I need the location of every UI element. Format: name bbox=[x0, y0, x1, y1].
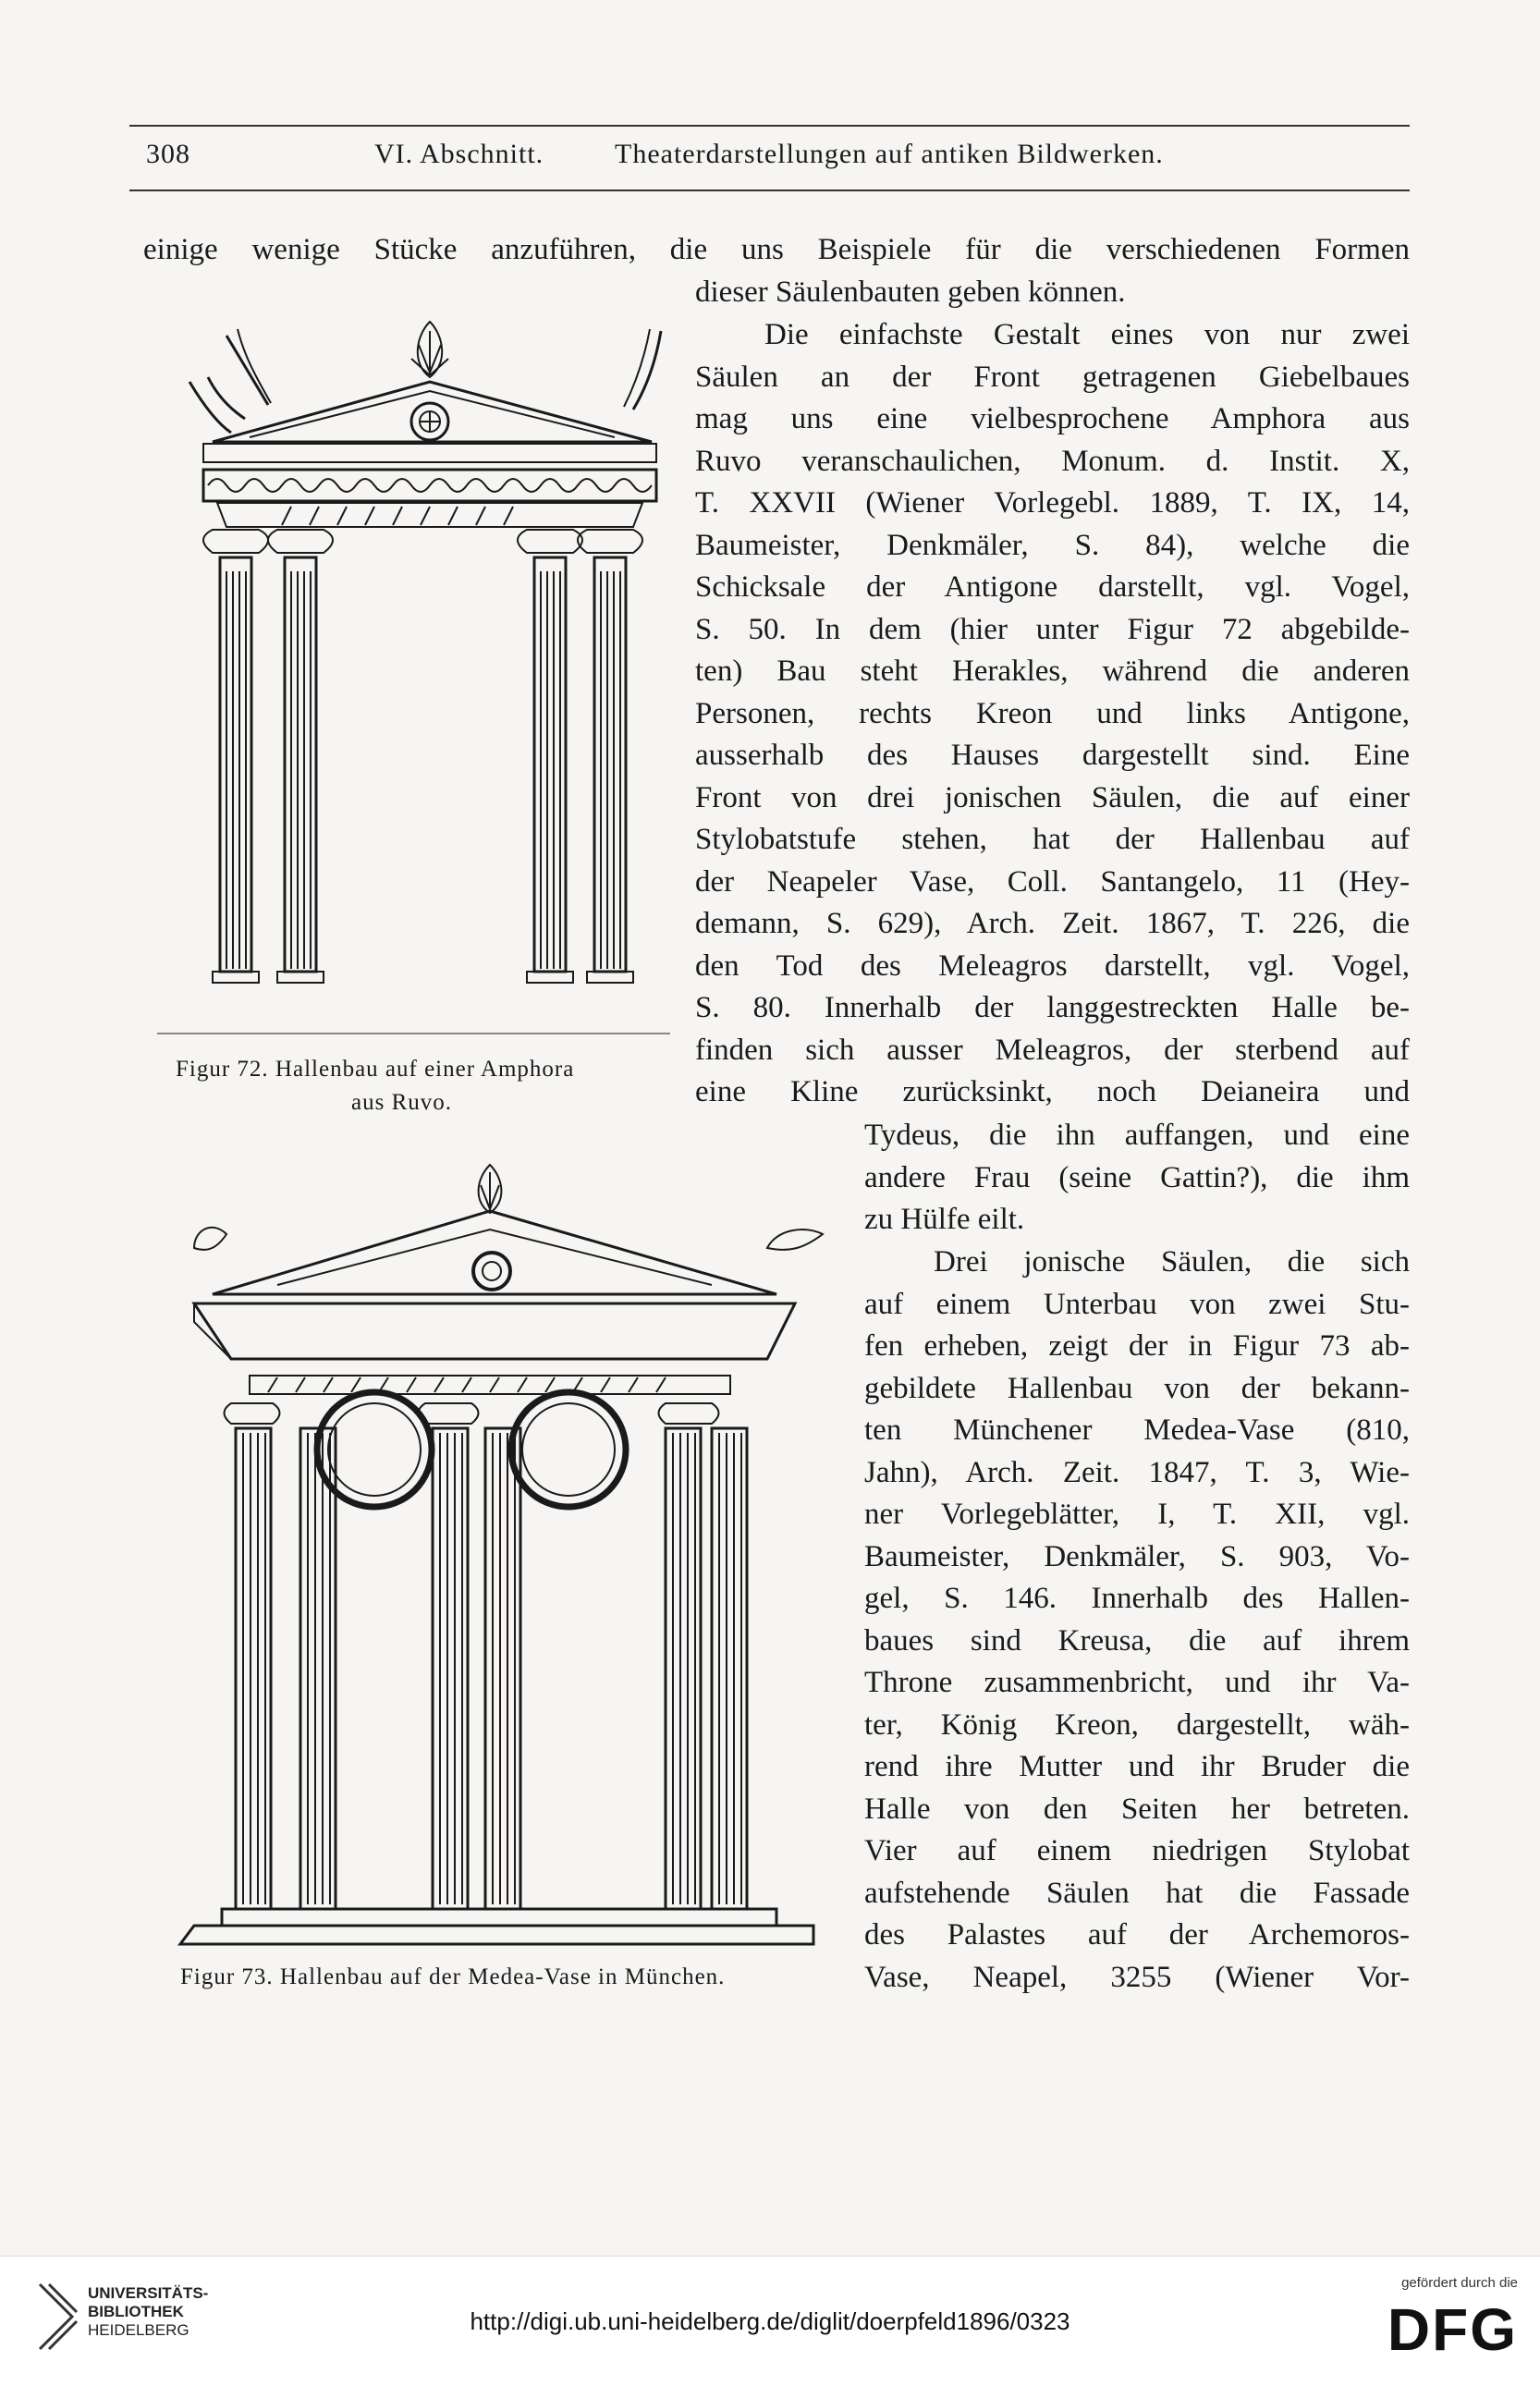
text-line: finden sich ausser Meleagros, der sterbend auf bbox=[695, 1033, 1410, 1067]
figure-72-drawing bbox=[153, 294, 679, 1043]
figure-72-caption-line2: aus Ruvo. bbox=[351, 1090, 452, 1115]
digitization-footer bbox=[0, 2256, 1540, 2386]
text-line: rend ihre Mutter und ihr Bruder die bbox=[864, 1750, 1410, 1783]
text-line: Stylobatstufe stehen, hat der Hallenbau auf bbox=[695, 823, 1410, 856]
text-line: Throne zusammenbricht, und ihr Va- bbox=[864, 1666, 1410, 1699]
text-line: aufstehende Säulen hat die Fassade bbox=[864, 1876, 1410, 1910]
paragraph-antigone bbox=[695, 314, 1410, 1114]
text-line: Drei jonische Säulen, die sich bbox=[934, 1245, 1410, 1279]
text-line: gebildete Hallenbau von der bekann- bbox=[864, 1371, 1410, 1405]
text-line: fen erheben, zeigt der in Figur 73 ab- bbox=[864, 1329, 1410, 1363]
figure-72-caption: Figur 72. Hallenbau auf einer Amphora bbox=[176, 1057, 575, 1082]
text-line: S. 80. Innerhalb der langgestreckten Halle be- bbox=[695, 991, 1410, 1024]
dfg-logo: DFG bbox=[1387, 2296, 1518, 2363]
text-line: eine Kline zurücksinkt, noch Deianeira und bbox=[695, 1075, 1410, 1108]
text-line: ten) Bau steht Herakles, während die anderen bbox=[695, 655, 1410, 688]
header-rule-top bbox=[129, 125, 1410, 127]
intro-paragraph bbox=[143, 229, 1410, 272]
text-line: dieser Säulenbauten geben können. bbox=[695, 275, 1126, 309]
text-line: Die einfachste Gestalt eines von nur zwei bbox=[764, 318, 1410, 351]
text-line: Baumeister, Denkmäler, S. 903, Vo- bbox=[864, 1539, 1410, 1573]
text-line: ner Vorlegeblätter, I, T. XII, vgl. bbox=[864, 1498, 1410, 1531]
text-line: ten Münchener Medea-Vase (810, bbox=[864, 1413, 1410, 1447]
text-line: Schicksale der Antigone darstellt, vgl. Vogel, bbox=[695, 570, 1410, 604]
source-url-link[interactable]: http://digi.ub.uni-heidelberg.de/diglit/doerpfeld1896/0323 bbox=[470, 2307, 1070, 2335]
text-line: Ruvo veranschaulichen, Monum. d. Instit. X, bbox=[695, 444, 1410, 478]
text-line: Front von drei jonischen Säulen, die auf einer bbox=[695, 780, 1410, 814]
figure-73-drawing bbox=[176, 1146, 841, 1946]
text-line: S. 50. In dem (hier unter Figur 72 abgebilde- bbox=[695, 612, 1410, 646]
text-line: Jahn), Arch. Zeit. 1847, T. 3, Wie- bbox=[864, 1455, 1410, 1489]
page-number: 308 bbox=[146, 139, 190, 169]
library-name-line3: HEIDELBERG bbox=[88, 2321, 189, 2339]
text-line: der Neapeler Vase, Coll. Santangelo, 11 (Hey- bbox=[695, 864, 1410, 899]
text-line: demann, S. 629), Arch. Zeit. 1867, T. 226, die bbox=[695, 907, 1410, 940]
text-line: Säulen an der Front getragenen Giebelbaues bbox=[695, 360, 1410, 394]
text-line: des Palastes auf der Archemoros- bbox=[864, 1918, 1410, 1952]
paragraph-antigone-cont bbox=[864, 1115, 1410, 1242]
text-line: Halle von den Seiten her betreten. bbox=[864, 1792, 1410, 1826]
intro-paragraph-cont bbox=[695, 272, 1410, 314]
text-line: Tydeus, die ihn auffangen, und eine bbox=[864, 1119, 1410, 1152]
text-line: T. XXVII (Wiener Vorlegebl. 1889, T. IX, 14, bbox=[695, 486, 1410, 520]
library-name-line2: BIBLIOTHEK bbox=[88, 2303, 184, 2320]
text-line: Personen, rechts Kreon und links Antigone, bbox=[695, 696, 1410, 730]
header-rule-bottom bbox=[129, 190, 1410, 191]
section-label: VI. Abschnitt. bbox=[374, 139, 544, 169]
text-line: Vase, Neapel, 3255 (Wiener Vor- bbox=[864, 1960, 1410, 1994]
text-line: Baumeister, Denkmäler, S. 84), welche die bbox=[695, 528, 1410, 562]
text-line: Vier auf einem niedrigen Stylobat bbox=[864, 1834, 1410, 1867]
text-line: baues sind Kreusa, die auf ihrem bbox=[864, 1623, 1410, 1658]
text-line: andere Frau (seine Gattin?), die ihm bbox=[864, 1160, 1410, 1194]
text-line: ausserhalb des Hauses dargestellt sind. Eine bbox=[695, 739, 1410, 772]
text-line: ter, König Kreon, dargestellt, wäh- bbox=[864, 1707, 1410, 1742]
text-line: zu Hülfe eilt. bbox=[864, 1203, 1025, 1236]
text-line: den Tod des Meleagros darstellt, vgl. Vogel, bbox=[695, 948, 1410, 983]
text-line: auf einem Unterbau von zwei Stu- bbox=[864, 1287, 1410, 1321]
running-title: Theaterdarstellungen auf antiken Bildwerken. bbox=[615, 139, 1164, 169]
library-name-line1: UNIVERSITÄTS- bbox=[88, 2284, 209, 2302]
text-line: gel, S. 146. Innerhalb des Hallen- bbox=[864, 1582, 1410, 1615]
figure-73-caption: Figur 73. Hallenbau auf der Medea-Vase in München. bbox=[180, 1964, 726, 1989]
text-line: mag uns eine vielbesprochene Amphora aus bbox=[695, 402, 1410, 435]
paragraph-medea bbox=[864, 1242, 1410, 1999]
funding-note: gefördert durch die bbox=[1401, 2275, 1518, 2291]
text-line: einige wenige Stücke anzuführen, die uns Beispiele für die verschiedenen Formen bbox=[143, 233, 1410, 266]
